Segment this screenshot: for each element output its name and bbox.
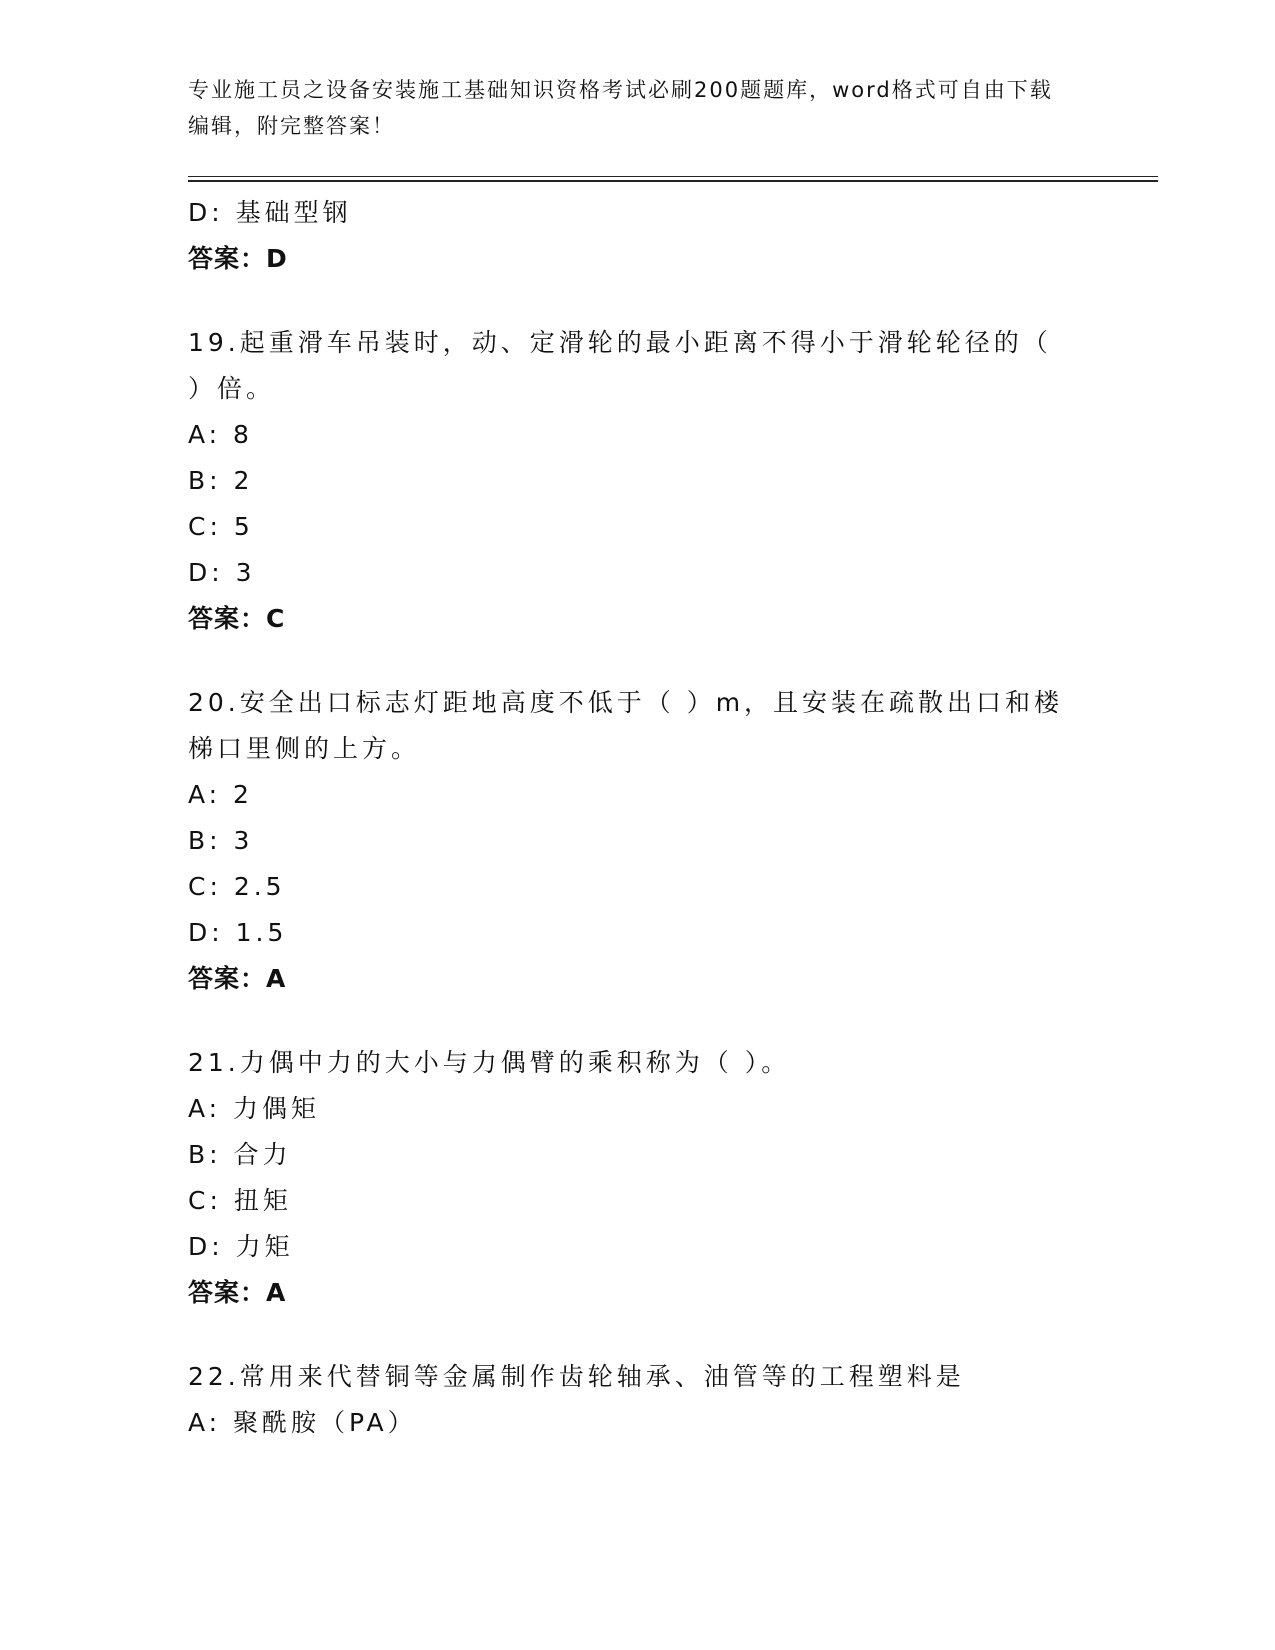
option-a: A: 力偶矩 [188, 1094, 321, 1123]
option-d: D: 1.5 [188, 918, 288, 947]
document-header: 专业施工员之设备安装施工基础知识资格考试必刷200题题库，word格式可自由下载编辑，附完整答案！ [188, 78, 1053, 138]
question-22 [188, 1354, 1088, 1446]
previous-question-tail [188, 190, 1088, 282]
question-text: 19.起重滑车吊装时，动、定滑轮的最小距离不得小于滑轮轮径的（ ）倍。 [188, 328, 1052, 403]
question-19 [188, 320, 1088, 642]
option-b: B: 3 [188, 826, 254, 855]
option-c: C: 5 [188, 512, 254, 541]
answer-label: 答案：C [188, 604, 286, 633]
header-divider-thin [188, 176, 1158, 177]
question-list [188, 190, 1088, 1446]
option-a: A: 2 [188, 780, 253, 809]
question-text: 21.力偶中力的大小与力偶臂的乘积称为（ ）。 [188, 1048, 791, 1077]
option-c: C: 2.5 [188, 872, 286, 901]
option-a: A: 聚酰胺（PA） [188, 1408, 417, 1437]
option-b: B: 2 [188, 466, 254, 495]
question-21 [188, 1040, 1088, 1316]
option-c: C: 扭矩 [188, 1186, 292, 1215]
option-a: A: 8 [188, 420, 253, 449]
option-d: D: 3 [188, 558, 256, 587]
answer-label: 答案：A [188, 1278, 287, 1307]
question-text: 20.安全出口标志灯距地高度不低于（ ）m，且安装在疏散出口和楼梯口里侧的上方。 [188, 688, 1064, 763]
question-20 [188, 680, 1088, 1002]
answer-label: 答案：A [188, 964, 287, 993]
option-b: B: 合力 [188, 1140, 292, 1169]
header-divider-thick [188, 180, 1158, 182]
option-d: D: 基础型钢 [188, 198, 352, 227]
question-text: 22.常用来代替铜等金属制作齿轮轴承、油管等的工程塑料是 [188, 1362, 965, 1391]
option-d: D: 力矩 [188, 1232, 294, 1261]
answer-label: 答案：D [188, 244, 288, 273]
